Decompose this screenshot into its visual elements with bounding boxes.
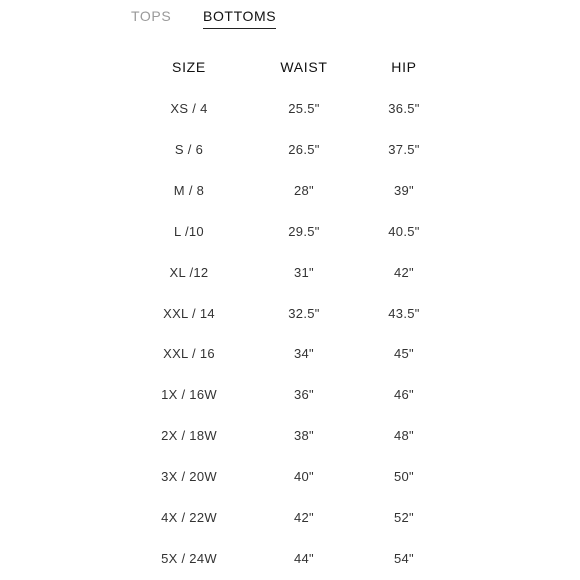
tab-tops[interactable]: TOPS [131,8,172,24]
waist-cell: 28" [294,183,314,198]
table-row [0,550,580,570]
waist-cell: 42" [294,510,314,525]
size-cell: 2X / 18W [161,428,217,443]
waist-cell: 36" [294,387,314,402]
table-row [0,386,580,406]
size-cell: XS / 4 [170,101,208,116]
hip-cell: 45" [394,346,414,361]
waist-cell: 32.5" [288,306,320,321]
waist-cell: 34" [294,346,314,361]
waist-cell: 40" [294,469,314,484]
column-header-waist: WAIST [280,59,328,75]
table-row [0,141,580,161]
size-cell: 1X / 16W [161,387,217,402]
size-cell: XXL / 14 [163,306,215,321]
waist-cell: 44" [294,551,314,566]
waist-cell: 25.5" [288,101,320,116]
hip-cell: 36.5" [388,101,420,116]
hip-cell: 43.5" [388,306,420,321]
size-cell: 3X / 20W [161,469,217,484]
size-cell: XXL / 16 [163,346,215,361]
table-row [0,468,580,488]
column-header-size: SIZE [172,59,206,75]
hip-cell: 54" [394,551,414,566]
table-row [0,305,580,325]
size-cell: L /10 [174,224,204,239]
size-cell: M / 8 [173,183,205,198]
size-cell: S / 6 [174,142,204,157]
hip-cell: 37.5" [388,142,420,157]
hip-cell: 52" [394,510,414,525]
table-row [0,223,580,243]
waist-cell: 26.5" [288,142,320,157]
waist-cell: 29.5" [288,224,320,239]
hip-cell: 40.5" [388,224,420,239]
hip-cell: 48" [394,428,414,443]
table-row [0,100,580,120]
table-row [0,345,580,365]
waist-cell: 31" [294,265,314,280]
table-row [0,264,580,284]
tab-bottoms[interactable]: BOTTOMS [203,8,276,29]
waist-cell: 38" [294,428,314,443]
hip-cell: 39" [394,183,414,198]
column-header-hip: HIP [391,59,417,75]
table-row [0,427,580,447]
table-row [0,182,580,202]
hip-cell: 46" [394,387,414,402]
hip-cell: 50" [394,469,414,484]
size-cell: 4X / 22W [161,510,217,525]
hip-cell: 42" [394,265,414,280]
table-row [0,509,580,529]
size-cell: 5X / 24W [161,551,217,566]
size-cell: XL /12 [169,265,209,280]
